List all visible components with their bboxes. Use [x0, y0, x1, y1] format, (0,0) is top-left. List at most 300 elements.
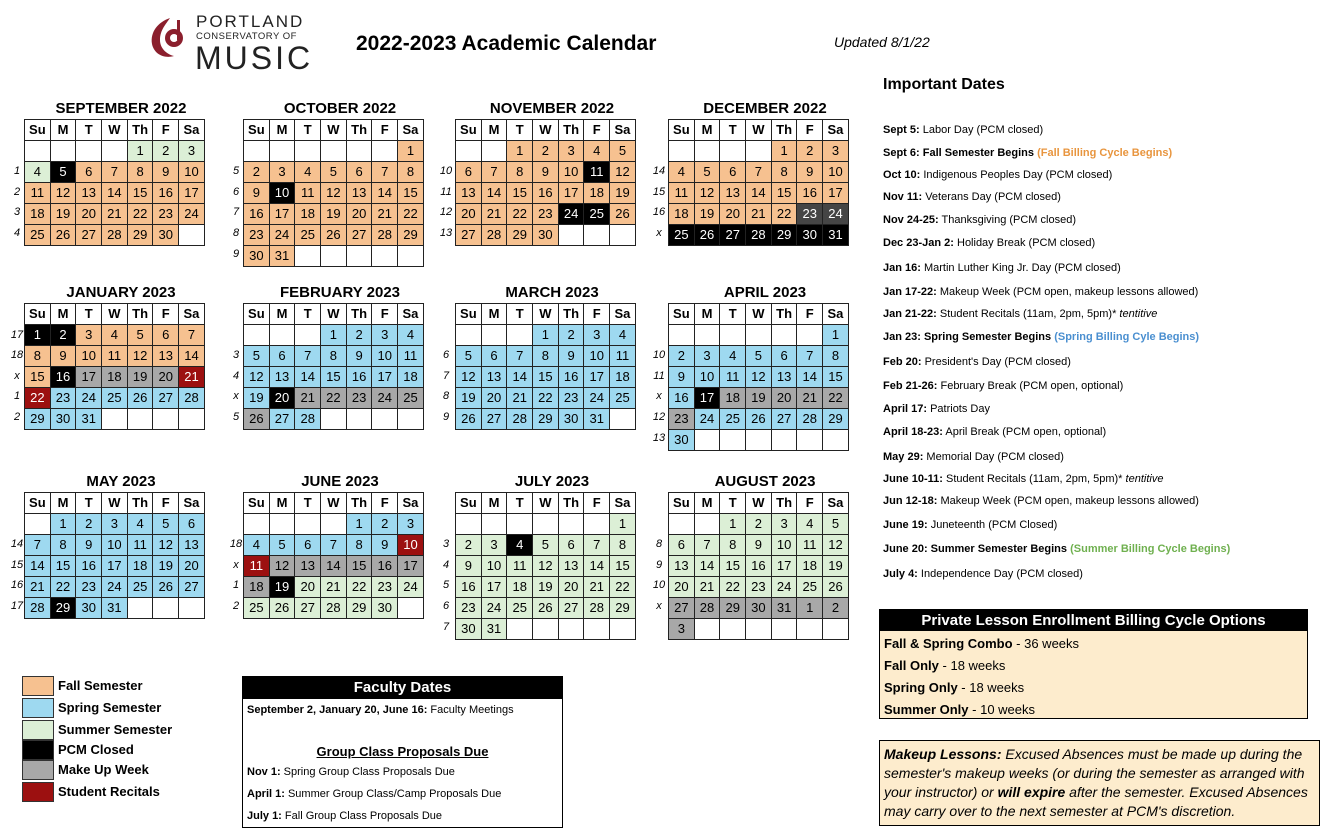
day-header: F [153, 493, 179, 514]
day-cell: 4 [797, 514, 823, 535]
legend-label: PCM Closed [58, 742, 134, 757]
day-cell: 10 [823, 162, 849, 183]
billing-option-name: Fall Only [884, 658, 939, 673]
day-cell: 7 [481, 162, 507, 183]
week-number: x [656, 600, 662, 612]
day-cell: 11 [610, 346, 636, 367]
day-cell: 23 [797, 204, 823, 225]
day-cell: 16 [50, 367, 76, 388]
day-cell: 1 [797, 598, 823, 619]
day-header: M [269, 304, 295, 325]
day-cell: 16 [533, 183, 559, 204]
day-cell: 26 [610, 204, 636, 225]
important-date-label: Jun 12-18: [883, 495, 938, 507]
day-header: F [797, 493, 823, 514]
day-cell: 19 [694, 204, 720, 225]
day-cell: 12 [50, 183, 76, 204]
empty-day-cell [823, 430, 849, 451]
day-cell: 2 [533, 141, 559, 162]
day-cell: 12 [823, 535, 849, 556]
day-cell: 15 [720, 556, 746, 577]
legend-label: Fall Semester [58, 678, 143, 693]
empty-day-cell [179, 225, 205, 246]
day-cell: 6 [771, 346, 797, 367]
empty-day-cell [127, 598, 153, 619]
day-cell: 31 [481, 619, 507, 640]
day-cell: 14 [481, 183, 507, 204]
month-title: OCTOBER 2022 [283, 100, 397, 117]
week-number: 9 [442, 411, 450, 423]
month-title: AUGUST 2023 [714, 473, 816, 490]
empty-day-cell [372, 409, 398, 430]
day-cell: 17 [179, 183, 205, 204]
important-date-text: Indigenous Peoples Day (PCM closed) [920, 169, 1113, 181]
day-cell: 24 [694, 409, 720, 430]
day-cell: 29 [398, 225, 424, 246]
day-header: Sa [823, 120, 849, 141]
day-header: M [50, 120, 76, 141]
important-date-text: Patriots Day [927, 403, 990, 415]
day-cell: 21 [507, 388, 533, 409]
day-cell: 29 [720, 598, 746, 619]
day-header: Th [558, 120, 584, 141]
day-cell: 31 [771, 598, 797, 619]
day-cell: 22 [25, 388, 51, 409]
day-cell: 8 [25, 346, 51, 367]
week-number: 10 [652, 349, 666, 362]
day-cell: 30 [244, 246, 270, 267]
important-date-item [883, 451, 1064, 463]
day-cell: 3 [669, 619, 695, 640]
page-title: 2022-2023 Academic Calendar [356, 32, 657, 55]
day-cell: 8 [346, 535, 372, 556]
week-number: 3 [232, 349, 240, 362]
week-number: 7 [442, 620, 450, 633]
empty-day-cell [76, 141, 102, 162]
billing-option-weeks: - 18 weeks [957, 680, 1025, 695]
day-cell: 26 [50, 225, 76, 246]
day-cell: 19 [244, 388, 270, 409]
day-cell: 25 [584, 204, 610, 225]
month-grid [668, 119, 849, 246]
legend-swatch [22, 740, 54, 760]
important-date-item [883, 495, 1199, 507]
day-header: Th [127, 304, 153, 325]
day-cell: 2 [797, 141, 823, 162]
day-cell: 28 [507, 409, 533, 430]
day-cell: 23 [244, 225, 270, 246]
empty-day-cell [127, 409, 153, 430]
day-header: F [372, 493, 398, 514]
important-date-label: Jan 16: [883, 262, 921, 274]
important-date-text: President's Day (PCM closed) [921, 356, 1071, 368]
empty-day-cell [558, 619, 584, 640]
week-number: 8 [442, 390, 450, 403]
important-date-text: Veterans Day (PCM closed) [922, 191, 1061, 203]
day-cell: 12 [694, 183, 720, 204]
day-cell: 13 [295, 556, 321, 577]
important-date-text: Student Recitals (11am, 2pm, 5pm)* [936, 308, 1120, 320]
month-title: APRIL 2023 [723, 284, 807, 301]
day-cell: 8 [533, 346, 559, 367]
logo-line-conservatory: CONSERVATORY OF [196, 31, 297, 42]
day-header: M [694, 493, 720, 514]
day-cell: 30 [797, 225, 823, 246]
day-cell: 17 [694, 388, 720, 409]
day-cell: 12 [244, 367, 270, 388]
day-cell: 4 [720, 346, 746, 367]
day-cell: 18 [127, 556, 153, 577]
day-cell: 22 [720, 577, 746, 598]
week-number: 14 [10, 538, 24, 551]
music-note-logo-icon [148, 16, 190, 60]
day-cell: 7 [102, 162, 128, 183]
week-number: 12 [439, 206, 453, 219]
day-header: Su [25, 493, 51, 514]
important-date-label: May 29: [883, 451, 924, 463]
proposal-date: Nov 1: [247, 766, 281, 778]
day-cell: 19 [153, 556, 179, 577]
billing-options-box [879, 609, 1308, 719]
day-header: Sa [179, 493, 205, 514]
day-cell: 19 [50, 204, 76, 225]
billing-option [884, 636, 1079, 651]
empty-day-cell [153, 598, 179, 619]
day-cell: 23 [746, 577, 772, 598]
day-header: Th [346, 120, 372, 141]
important-date-note: (Fall Billing Cycle Begins) [1037, 147, 1173, 159]
important-date-label: June 19: [883, 519, 928, 531]
day-cell: 3 [76, 325, 102, 346]
empty-day-cell [179, 409, 205, 430]
day-cell: 17 [102, 556, 128, 577]
day-cell: 1 [823, 325, 849, 346]
day-cell: 20 [720, 204, 746, 225]
week-number: 15 [652, 185, 666, 198]
day-cell: 4 [102, 325, 128, 346]
month-grid [455, 119, 636, 246]
month-grid [24, 119, 205, 246]
day-header: Su [244, 304, 270, 325]
day-cell: 13 [456, 183, 482, 204]
week-number: 2 [232, 600, 240, 612]
important-date-label: Feb 21-26: [883, 380, 938, 392]
month-grid [243, 303, 424, 430]
day-cell: 6 [153, 325, 179, 346]
day-header: Th [346, 304, 372, 325]
week-number: 2 [13, 411, 21, 423]
day-header: Sa [823, 304, 849, 325]
day-cell: 2 [372, 514, 398, 535]
proposal-text: Spring Group Class Proposals Due [280, 766, 455, 778]
empty-day-cell [481, 514, 507, 535]
faculty-meetings-dates: September 2, January 20, June 16: [247, 704, 428, 716]
legend-swatch [22, 720, 54, 740]
day-cell: 20 [76, 204, 102, 225]
month-grid [243, 119, 424, 267]
day-cell: 22 [346, 577, 372, 598]
day-cell: 20 [669, 577, 695, 598]
important-date-item [883, 426, 1106, 438]
day-header: F [797, 304, 823, 325]
day-cell: 30 [456, 619, 482, 640]
empty-day-cell [797, 619, 823, 640]
day-cell: 15 [346, 556, 372, 577]
day-cell: 6 [346, 162, 372, 183]
day-cell: 21 [694, 577, 720, 598]
day-cell: 26 [746, 409, 772, 430]
day-cell: 1 [398, 141, 424, 162]
empty-day-cell [823, 619, 849, 640]
day-cell: 8 [771, 162, 797, 183]
important-date-text: Holiday Break (PCM closed) [953, 237, 1096, 249]
day-cell: 26 [244, 409, 270, 430]
day-cell: 16 [669, 388, 695, 409]
day-header: M [50, 304, 76, 325]
day-cell: 17 [771, 556, 797, 577]
day-cell: 17 [269, 204, 295, 225]
day-cell: 2 [153, 141, 179, 162]
important-date-text: Martin Luther King Jr. Day (PCM closed) [920, 262, 1121, 274]
empty-day-cell [558, 514, 584, 535]
empty-day-cell [25, 141, 51, 162]
day-cell: 30 [533, 225, 559, 246]
day-cell: 14 [179, 346, 205, 367]
day-cell: 27 [295, 598, 321, 619]
day-cell: 6 [720, 162, 746, 183]
day-cell: 27 [179, 577, 205, 598]
day-cell: 17 [76, 367, 102, 388]
week-number: x [233, 390, 239, 403]
important-date-text: February Break (PCM open, optional) [937, 380, 1124, 392]
day-cell: 23 [533, 204, 559, 225]
day-cell: 29 [533, 409, 559, 430]
empty-day-cell [507, 514, 533, 535]
day-header: F [153, 304, 179, 325]
important-date-label: Jan 23: Spring Semester Begins [883, 331, 1052, 343]
day-cell: 28 [321, 598, 347, 619]
important-date-item [883, 543, 1230, 555]
day-cell: 22 [771, 204, 797, 225]
empty-day-cell [771, 430, 797, 451]
faculty-meetings-text: Faculty Meetings [427, 704, 514, 716]
day-cell: 9 [669, 367, 695, 388]
day-cell: 13 [179, 535, 205, 556]
empty-day-cell [456, 141, 482, 162]
day-cell: 7 [372, 162, 398, 183]
week-number: 5 [232, 411, 240, 423]
important-date-note: (Summer Billing Cycle Begins) [1070, 543, 1231, 555]
important-date-item [883, 286, 1198, 298]
month-title: SEPTEMBER 2022 [55, 100, 187, 117]
day-header: W [533, 493, 559, 514]
makeup-note-label: Makeup Lessons: [884, 746, 1002, 762]
day-cell: 3 [398, 514, 424, 535]
day-cell: 23 [76, 577, 102, 598]
day-cell: 24 [76, 388, 102, 409]
important-date-item [883, 237, 1095, 249]
empty-day-cell [771, 325, 797, 346]
day-cell: 20 [269, 388, 295, 409]
week-number: 9 [232, 247, 240, 260]
empty-day-cell [694, 430, 720, 451]
week-number: 7 [442, 369, 450, 382]
day-cell: 30 [669, 430, 695, 451]
important-date-text: Student Recitals (11am, 2pm, 5pm)* [942, 473, 1126, 485]
day-cell: 10 [481, 556, 507, 577]
day-header: T [295, 493, 321, 514]
empty-day-cell [244, 325, 270, 346]
day-cell: 8 [50, 535, 76, 556]
day-cell: 7 [25, 535, 51, 556]
important-date-note: tentitive [1119, 308, 1158, 320]
day-cell: 1 [507, 141, 533, 162]
important-date-label: Nov 24-25: [883, 214, 939, 226]
week-number: x [656, 227, 662, 239]
day-cell: 12 [456, 367, 482, 388]
day-cell: 22 [533, 388, 559, 409]
month-title: JANUARY 2023 [66, 284, 176, 301]
proposal-text: Fall Group Class Proposals Due [281, 810, 443, 822]
empty-day-cell [533, 514, 559, 535]
day-cell: 10 [584, 346, 610, 367]
month-title: MAY 2023 [86, 473, 156, 490]
empty-day-cell [720, 619, 746, 640]
day-cell: 11 [720, 367, 746, 388]
day-cell: 17 [398, 556, 424, 577]
day-cell: 26 [823, 577, 849, 598]
day-cell: 31 [584, 409, 610, 430]
legend-label: Summer Semester [58, 722, 173, 737]
day-cell: 18 [244, 577, 270, 598]
empty-day-cell [746, 325, 772, 346]
important-date-label: Feb 20: [883, 356, 922, 368]
day-cell: 18 [507, 577, 533, 598]
empty-day-cell [584, 514, 610, 535]
day-cell: 21 [295, 388, 321, 409]
day-cell: 1 [321, 325, 347, 346]
day-cell: 3 [584, 325, 610, 346]
day-cell: 24 [398, 577, 424, 598]
empty-day-cell [102, 409, 128, 430]
day-cell: 20 [346, 204, 372, 225]
day-cell: 11 [102, 346, 128, 367]
day-cell: 9 [244, 183, 270, 204]
day-cell: 30 [558, 409, 584, 430]
logo-line-portland: PORTLAND [196, 12, 305, 31]
important-date-item [883, 331, 1199, 343]
day-header: F [584, 304, 610, 325]
day-header: Su [669, 304, 695, 325]
day-cell: 15 [398, 183, 424, 204]
day-cell: 25 [669, 225, 695, 246]
day-header: Th [346, 493, 372, 514]
day-header: Sa [823, 493, 849, 514]
day-cell: 21 [102, 204, 128, 225]
proposal-text: Summer Group Class/Camp Proposals Due [284, 788, 502, 800]
day-cell: 18 [102, 367, 128, 388]
day-header: Su [669, 120, 695, 141]
day-cell: 15 [771, 183, 797, 204]
important-date-item [883, 124, 1043, 136]
important-date-item [883, 214, 1076, 226]
day-header: Th [771, 493, 797, 514]
day-cell: 7 [797, 346, 823, 367]
empty-day-cell [481, 325, 507, 346]
important-date-label: Sept 5: [883, 124, 920, 136]
day-cell: 6 [456, 162, 482, 183]
day-cell: 22 [127, 204, 153, 225]
empty-day-cell [746, 141, 772, 162]
day-cell: 7 [584, 535, 610, 556]
day-cell: 29 [25, 409, 51, 430]
empty-day-cell [771, 619, 797, 640]
day-cell: 16 [76, 556, 102, 577]
empty-day-cell [533, 619, 559, 640]
important-date-item [883, 519, 1057, 531]
day-cell: 26 [321, 225, 347, 246]
day-cell: 24 [584, 388, 610, 409]
day-cell: 29 [507, 225, 533, 246]
day-cell: 16 [244, 204, 270, 225]
important-date-label: Jan 17-22: [883, 286, 937, 298]
day-cell: 31 [76, 409, 102, 430]
empty-day-cell [584, 619, 610, 640]
week-number: 11 [653, 369, 665, 382]
day-cell: 6 [76, 162, 102, 183]
empty-day-cell [269, 325, 295, 346]
legend-swatch [22, 760, 54, 780]
day-cell: 21 [372, 204, 398, 225]
day-cell: 2 [558, 325, 584, 346]
day-cell: 27 [558, 598, 584, 619]
day-cell: 9 [797, 162, 823, 183]
empty-day-cell [295, 246, 321, 267]
day-cell: 15 [127, 183, 153, 204]
empty-day-cell [720, 430, 746, 451]
day-header: T [507, 493, 533, 514]
empty-day-cell [558, 225, 584, 246]
day-header: W [102, 304, 128, 325]
day-cell: 3 [823, 141, 849, 162]
important-date-item [883, 403, 990, 415]
day-header: Sa [610, 304, 636, 325]
day-cell: 29 [50, 598, 76, 619]
day-header: Su [456, 304, 482, 325]
faculty-dates-title: Faculty Dates [243, 677, 562, 699]
empty-day-cell [720, 325, 746, 346]
day-cell: 5 [694, 162, 720, 183]
day-cell: 19 [321, 204, 347, 225]
month-grid [455, 492, 636, 640]
day-cell: 12 [533, 556, 559, 577]
empty-day-cell [694, 325, 720, 346]
important-date-label: July 4: [883, 568, 918, 580]
day-header: T [76, 304, 102, 325]
day-cell: 9 [372, 535, 398, 556]
day-header: Th [771, 120, 797, 141]
empty-day-cell [507, 325, 533, 346]
day-cell: 27 [269, 409, 295, 430]
empty-day-cell [398, 598, 424, 619]
proposal-item [247, 788, 501, 800]
day-header: T [295, 120, 321, 141]
billing-option [884, 680, 1024, 695]
week-number: 14 [652, 165, 666, 178]
month-title: DECEMBER 2022 [703, 100, 827, 117]
day-cell: 21 [179, 367, 205, 388]
empty-day-cell [102, 141, 128, 162]
